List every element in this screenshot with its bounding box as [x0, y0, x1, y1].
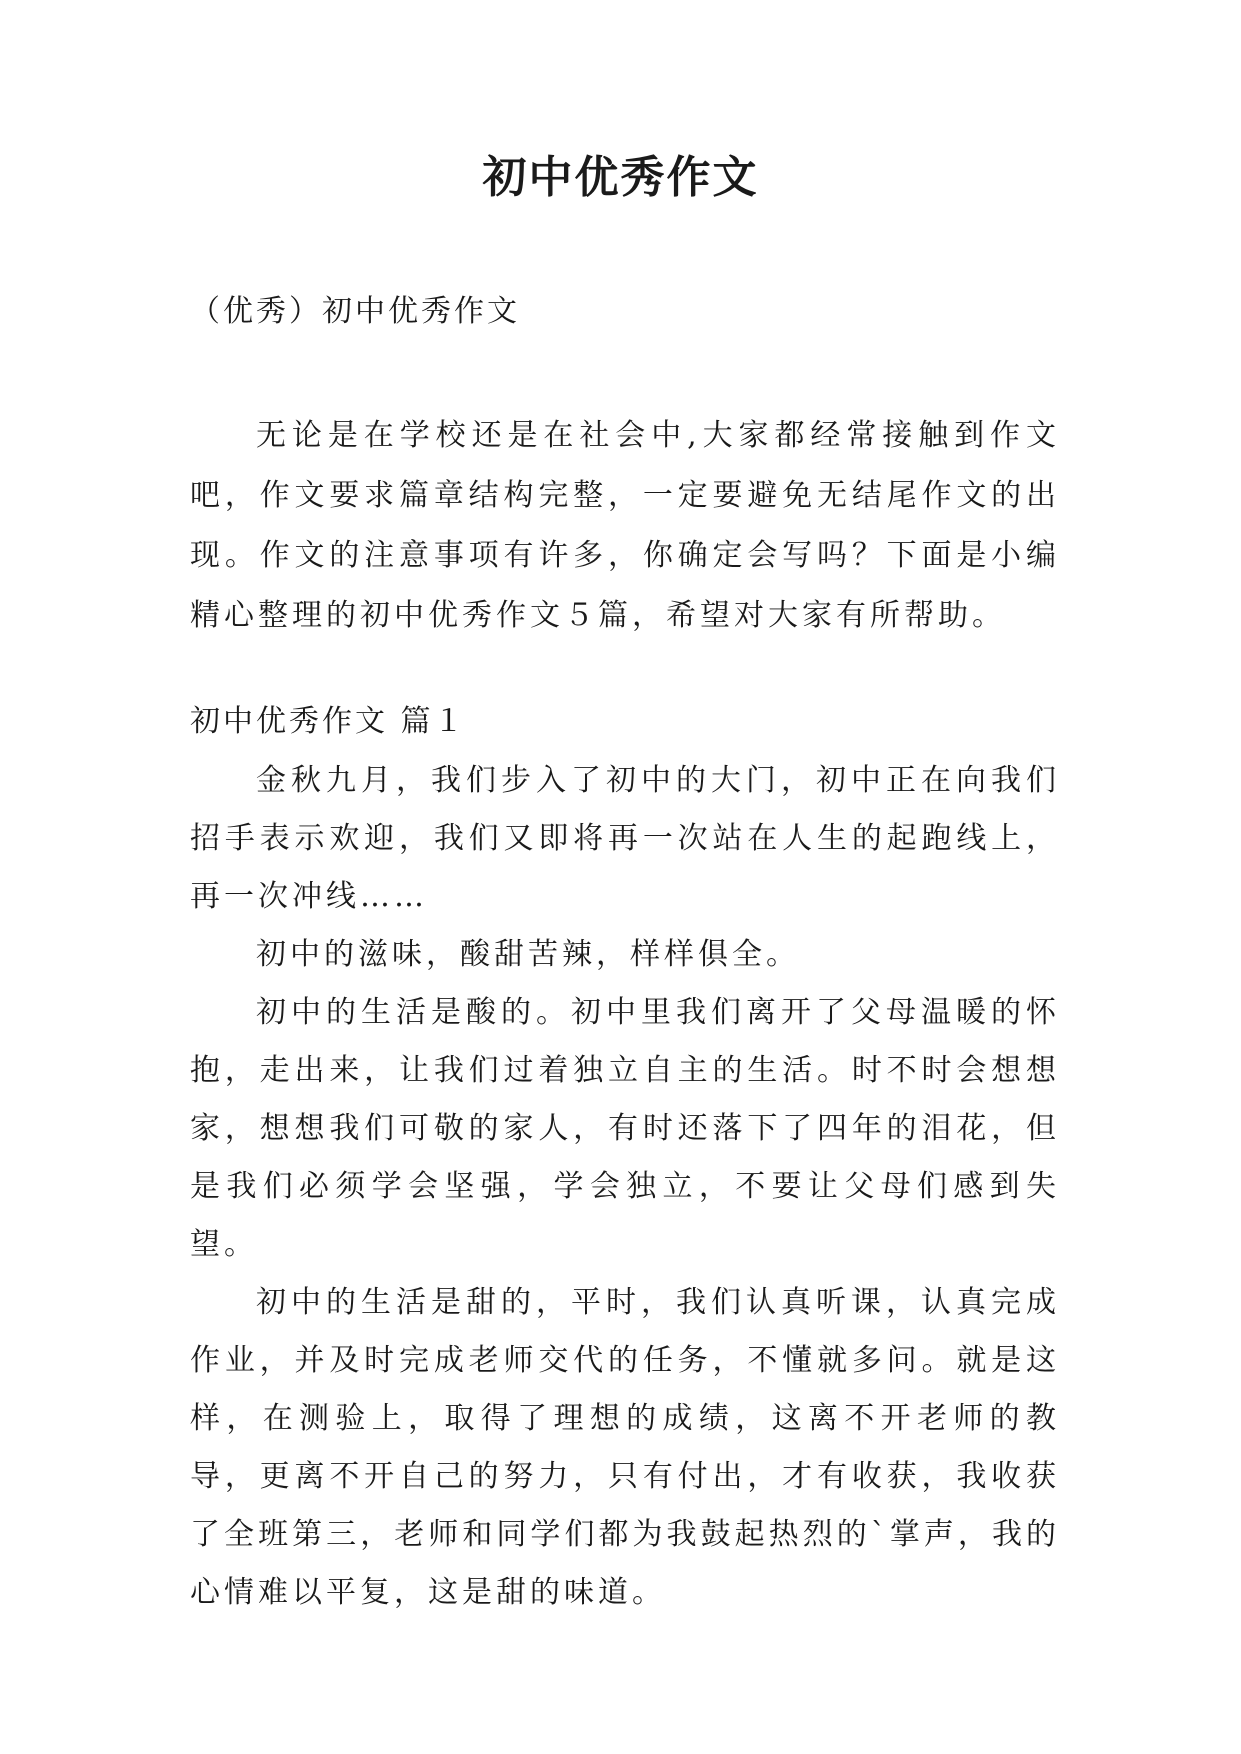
document-title: 初中优秀作文: [482, 152, 759, 203]
intro-paragraph: 无论是在学校还是在社会中,大家都经常接触到作文吧，作文要求篇章结构完整，一定要避免无结尾作文的出现。作文的注意事项有许多，你确定会写吗？下面是小编精心整理的初中优秀作文５篇，希望对大家有所帮助。: [190, 418, 1060, 633]
body-paragraph: 金秋九月，我们步入了初中的大门，初中正在向我们招手表示欢迎，我们又即将再一次站在人生的起跑线上，再一次冲线……: [190, 763, 1060, 914]
body-paragraph: 初中的生活是酸的。初中里我们离开了父母温暖的怀抱，走出来，让我们过着独立自主的生活。时不时会想想家，想想我们可敬的家人，有时还落下了四年的泪花，但是我们必须学会坚强，学会独立，不要让父母们感到失望。: [190, 995, 1060, 1262]
document-subtitle: （优秀）初中优秀作文: [190, 294, 520, 329]
section-body: [190, 752, 1060, 1622]
body-paragraph: 初中的生活是甜的，平时，我们认真听课，认真完成作业，并及时完成老师交代的任务，不懂就多问。就是这样，在测验上，取得了理想的成绩，这离不开老师的教导，更离不开自己的努力，只有付出，才有收获，我收获了全班第三，老师和同学们都为我鼓起热烈的`掌声，我的心情难以平复，这是甜的味道。: [190, 1285, 1060, 1610]
section-heading: 初中优秀作文 篇１: [190, 704, 467, 739]
intro-block: [190, 406, 1060, 646]
body-paragraph: 初中的滋味，酸甜苦辣，样样俱全。: [256, 937, 800, 972]
